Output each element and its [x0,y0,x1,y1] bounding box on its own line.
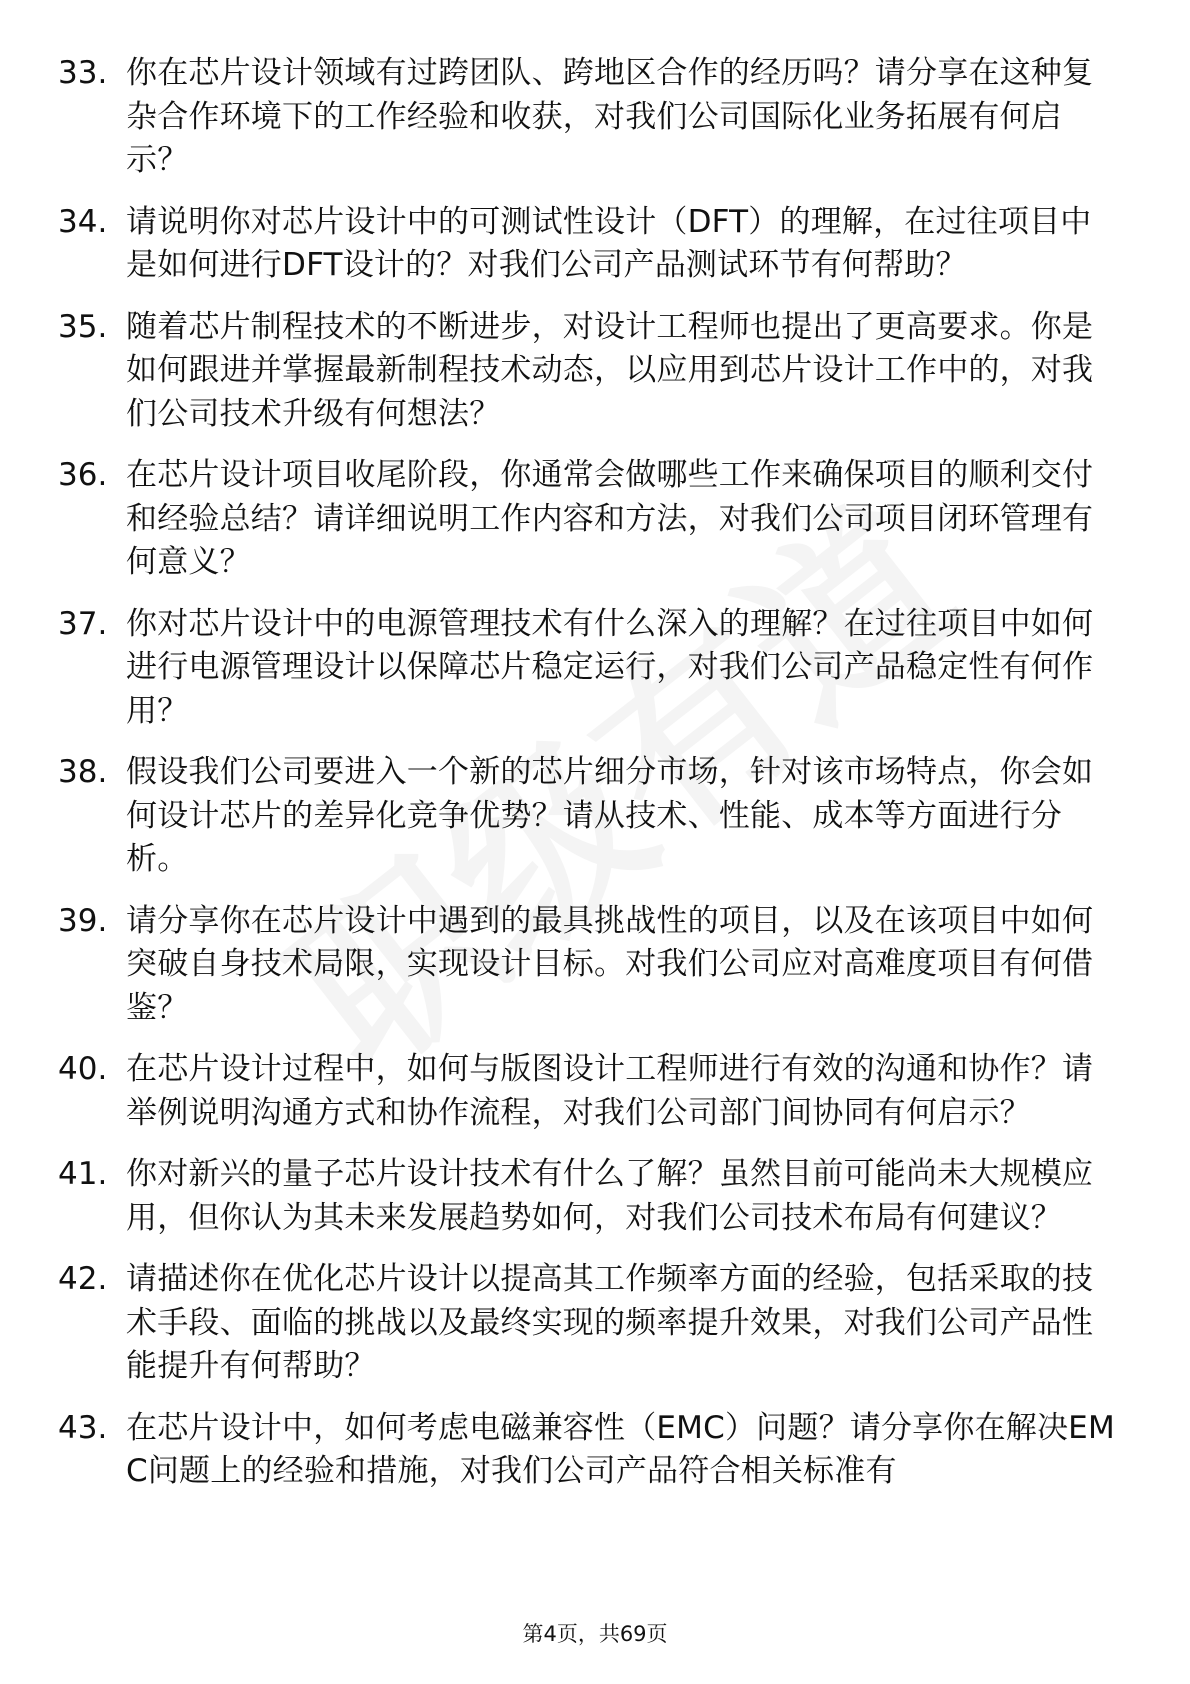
question-number: 37. [58,605,108,642]
question-text: 请分享你在芯片设计中遇到的最具挑战性的项目，以及在该项目中如何突破自身技术局限，实现设计目标。对我们公司应对高难度项目有何借鉴？ [126,902,1094,1026]
question-number: 33. [58,55,108,91]
page-footer: 第4页，共69页 [522,1622,668,1646]
question-number: 41. [58,1156,108,1192]
question-item [58,201,1118,288]
question-item [58,1153,1118,1240]
question-text: 在芯片设计中，如何考虑电磁兼容性（EMC）问题？请分享你在解决EMC问题上的经验和措施，对我们公司产品符合相关标准有 [126,1409,1115,1489]
question-text: 在芯片设计项目收尾阶段，你通常会做哪些工作来确保项目的顺利交付和经验总结？请详细说明工作内容和方法，对我们公司项目闭环管理有何意义？ [126,457,1094,580]
question-number: 42. [58,1261,108,1297]
question-text: 在芯片设计过程中，如何与版图设计工程师进行有效的沟通和协作？请举例说明沟通方式和协作流程，对我们公司部门间协同有何启示？ [126,1051,1094,1131]
question-item [58,1407,1118,1494]
question-number: 39. [58,902,108,939]
question-item [58,454,1118,585]
question-text: 你对芯片设计中的电源管理技术有什么深入的理解？在过往项目中如何进行电源管理设计以保障芯片稳定运行，对我们公司产品稳定性有何作用？ [126,605,1094,729]
question-item [58,52,1118,183]
question-item [58,1048,1118,1135]
question-list [58,52,1118,1512]
question-item [58,1258,1118,1389]
question-item [58,751,1118,882]
question-item [58,900,1118,1031]
question-item [58,306,1118,437]
question-number: 34. [58,203,108,240]
question-text: 请描述你在优化芯片设计以提高其工作频率方面的经验，包括采取的技术手段、面临的挑战以及最终实现的频率提升效果，对我们公司产品性能提升有何帮助？ [126,1261,1094,1384]
question-number: 40. [58,1051,108,1087]
question-text: 你对新兴的量子芯片设计技术有什么了解？虽然目前可能尚未大规模应用，但你认为其未来发展趋势如何，对我们公司技术布局有何建议？ [126,1156,1094,1236]
question-number: 35. [58,308,108,345]
question-text: 随着芯片制程技术的不断进步，对设计工程师也提出了更高要求。你是如何跟进并掌握最新制程技术动态，以应用到芯片设计工作中的，对我们公司技术升级有何想法？ [126,308,1094,432]
question-number: 43. [58,1409,108,1446]
question-text: 请说明你对芯片设计中的可测试性设计（DFT）的理解，在过往项目中是如何进行DFT设计的？对我们公司产品测试环节有何帮助？ [126,203,1092,283]
question-number: 36. [58,457,108,493]
question-number: 38. [58,754,108,790]
question-text: 假设我们公司要进入一个新的芯片细分市场，针对该市场特点，你会如何设计芯片的差异化竞争优势？请从技术、性能、成本等方面进行分析。 [126,754,1094,877]
question-text: 你在芯片设计领域有过跨团队、跨地区合作的经历吗？请分享在这种复杂合作环境下的工作经验和收获，对我们公司国际化业务拓展有何启示？ [126,55,1094,178]
question-item [58,603,1118,734]
